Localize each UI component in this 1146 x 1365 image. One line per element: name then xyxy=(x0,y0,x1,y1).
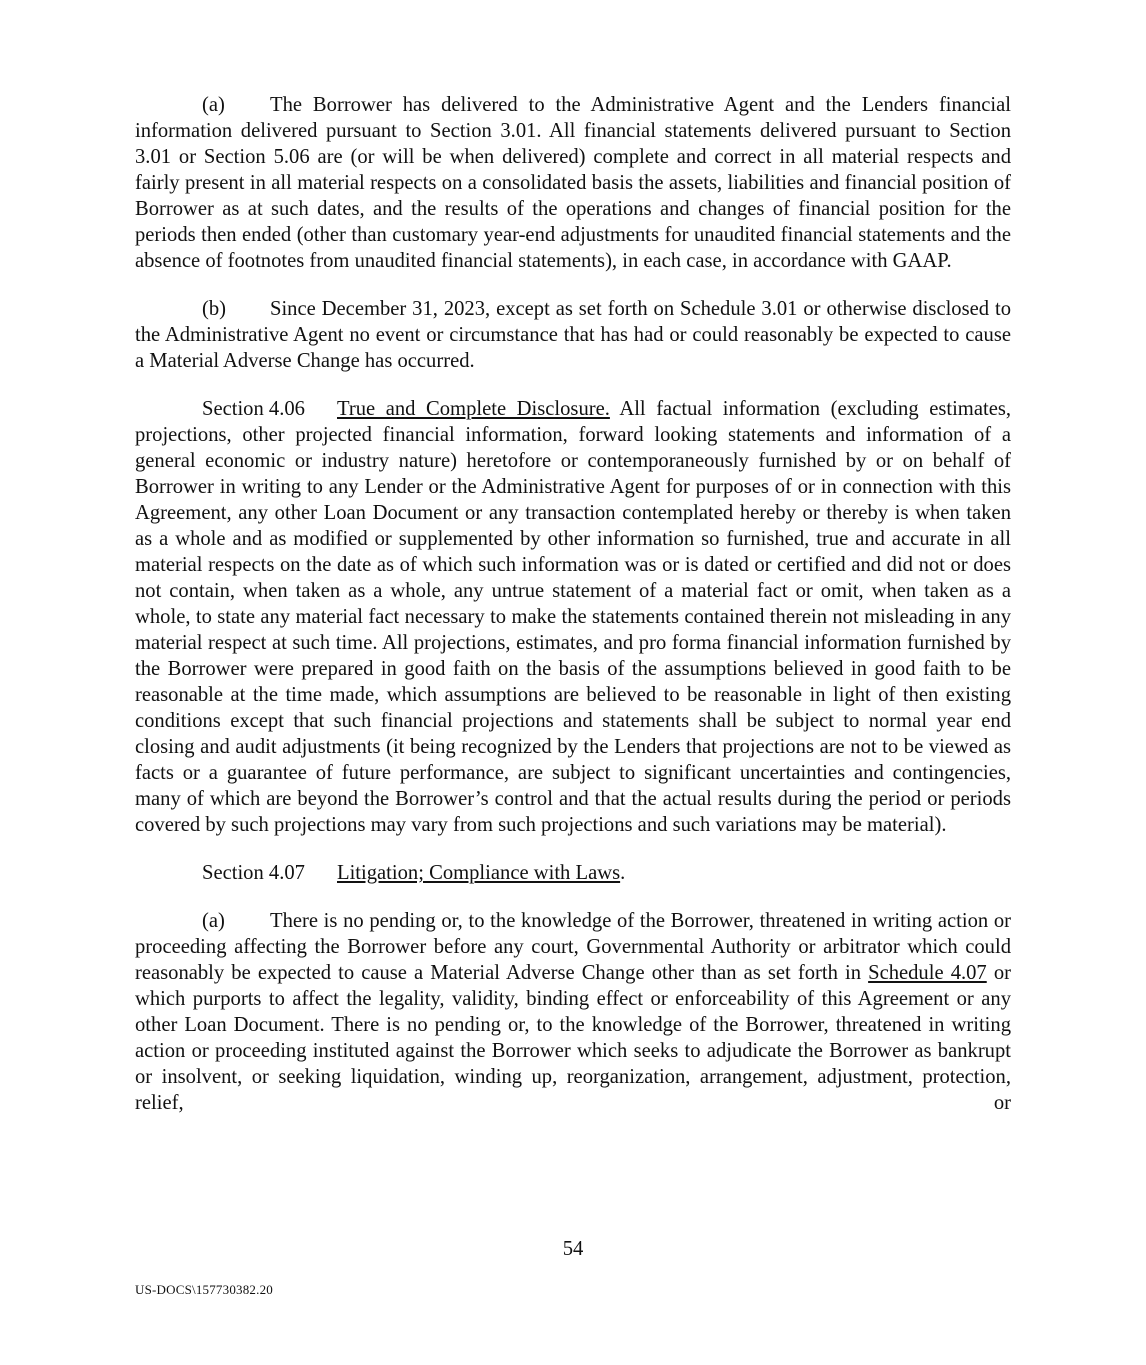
document-id: US-DOCS\157730382.20 xyxy=(135,1282,273,1297)
paragraph-b-marker: (b) xyxy=(202,298,227,320)
section-4-06 xyxy=(135,396,1011,838)
section-4-07-paragraph-a-text-before: There is no pending or, to the knowledge of the Borrower, threatened in writing action or proceeding affecting the Borrower before any court, Governmental Authority or arbitrator which could reasonably be expected to cause a Material Adverse Change other than as set forth in xyxy=(135,910,1011,984)
section-4-07-paragraph-a xyxy=(135,908,1011,1116)
section-4-06-text: All factual information (excluding estimates, projections, other projected financial information, forward looking statements and information of a general economic or industry nature) heretofore or contemporaneously furnished by or on behalf of Borrower in writing to any Lender or the Administrative Agent for purposes of or in connection with this Agreement, any other Loan Document or any transaction contemplated hereby or thereby is when taken as a whole and as modified or supplemented by other information so furnished, true and accurate in all material respects on the date as of which such information was or is dated or certified and did not or does not contain, when taken as a whole, any untrue statement of a material fact or omit, when taken as a whole, to state any material fact necessary to make the statements contained therein not misleading in any material respect at such time. All projections, estimates, and pro forma financial information furnished by the Borrower were prepared in good faith on the basis of the assumptions believed in good faith to be reasonable at the time made, which assumptions are believed to be reasonable in light of then existing conditions except that such financial projections and statements shall be subject to normal year end closing and audit adjustments (it being recognized by the Lenders that projections are not to be viewed as facts or a guarantee of future performance, are subject to significant uncertainties and contingencies, many of which are beyond the Borrower’s control and that the actual results during the period or periods covered by such projections may vary from such projections and such variations may be material). xyxy=(135,398,1011,836)
section-4-07-label: Section 4.07 xyxy=(202,862,305,884)
schedule-4-07-reference: Schedule 4.07 xyxy=(868,962,987,984)
section-4-06-heading: True and Complete Disclosure. xyxy=(337,398,610,420)
paragraph-b xyxy=(135,296,1011,374)
section-4-06-label: Section 4.06 xyxy=(202,398,305,420)
section-4-07-heading: Litigation; Compliance with Laws xyxy=(337,862,621,884)
paragraph-b-text: Since December 31, 2023, except as set forth on Schedule 3.01 or otherwise disclosed to the Administrative Agent no event or circumstance that has had or could reasonably be expected to cause a Material Adverse Change has occurred. xyxy=(135,298,1011,372)
paragraph-a xyxy=(135,92,1011,274)
section-4-07 xyxy=(135,860,1011,886)
document-page xyxy=(135,92,1011,1138)
section-4-07-paragraph-a-marker: (a) xyxy=(202,910,225,932)
page-number: 54 xyxy=(562,1238,584,1260)
paragraph-a-text: The Borrower has delivered to the Administrative Agent and the Lenders financial information delivered pursuant to Section 3.01. All financial statements delivered pursuant to Section 3.01 or Section 5.06 are (or will be when delivered) complete and correct in all material respects and fairly present in all material respects on a consolidated basis the assets, liabilities and financial position of Borrower as at such dates, and the results of the operations and changes of financial position for the periods then ended (other than customary year-end adjustments for unaudited financial statements and the absence of footnotes from unaudited financial statements), in each case, in accordance with GAAP. xyxy=(135,94,1011,272)
section-4-07-period: . xyxy=(620,862,626,884)
section-4-07-paragraph-a-text-after: or which purports to affect the legality, validity, binding effect or enforceability of this Agreement or any other Loan Document. There is no pending or, to the knowledge of the Borrower, threatened in writing action or proceeding instituted against the Borrower which seeks to adjudicate the Borrower as bankrupt or insolvent, or seeking liquidation, winding up, reorganization, arrangement, adjustment, protection, relief, or xyxy=(135,962,1011,1114)
paragraph-a-marker: (a) xyxy=(202,94,225,116)
